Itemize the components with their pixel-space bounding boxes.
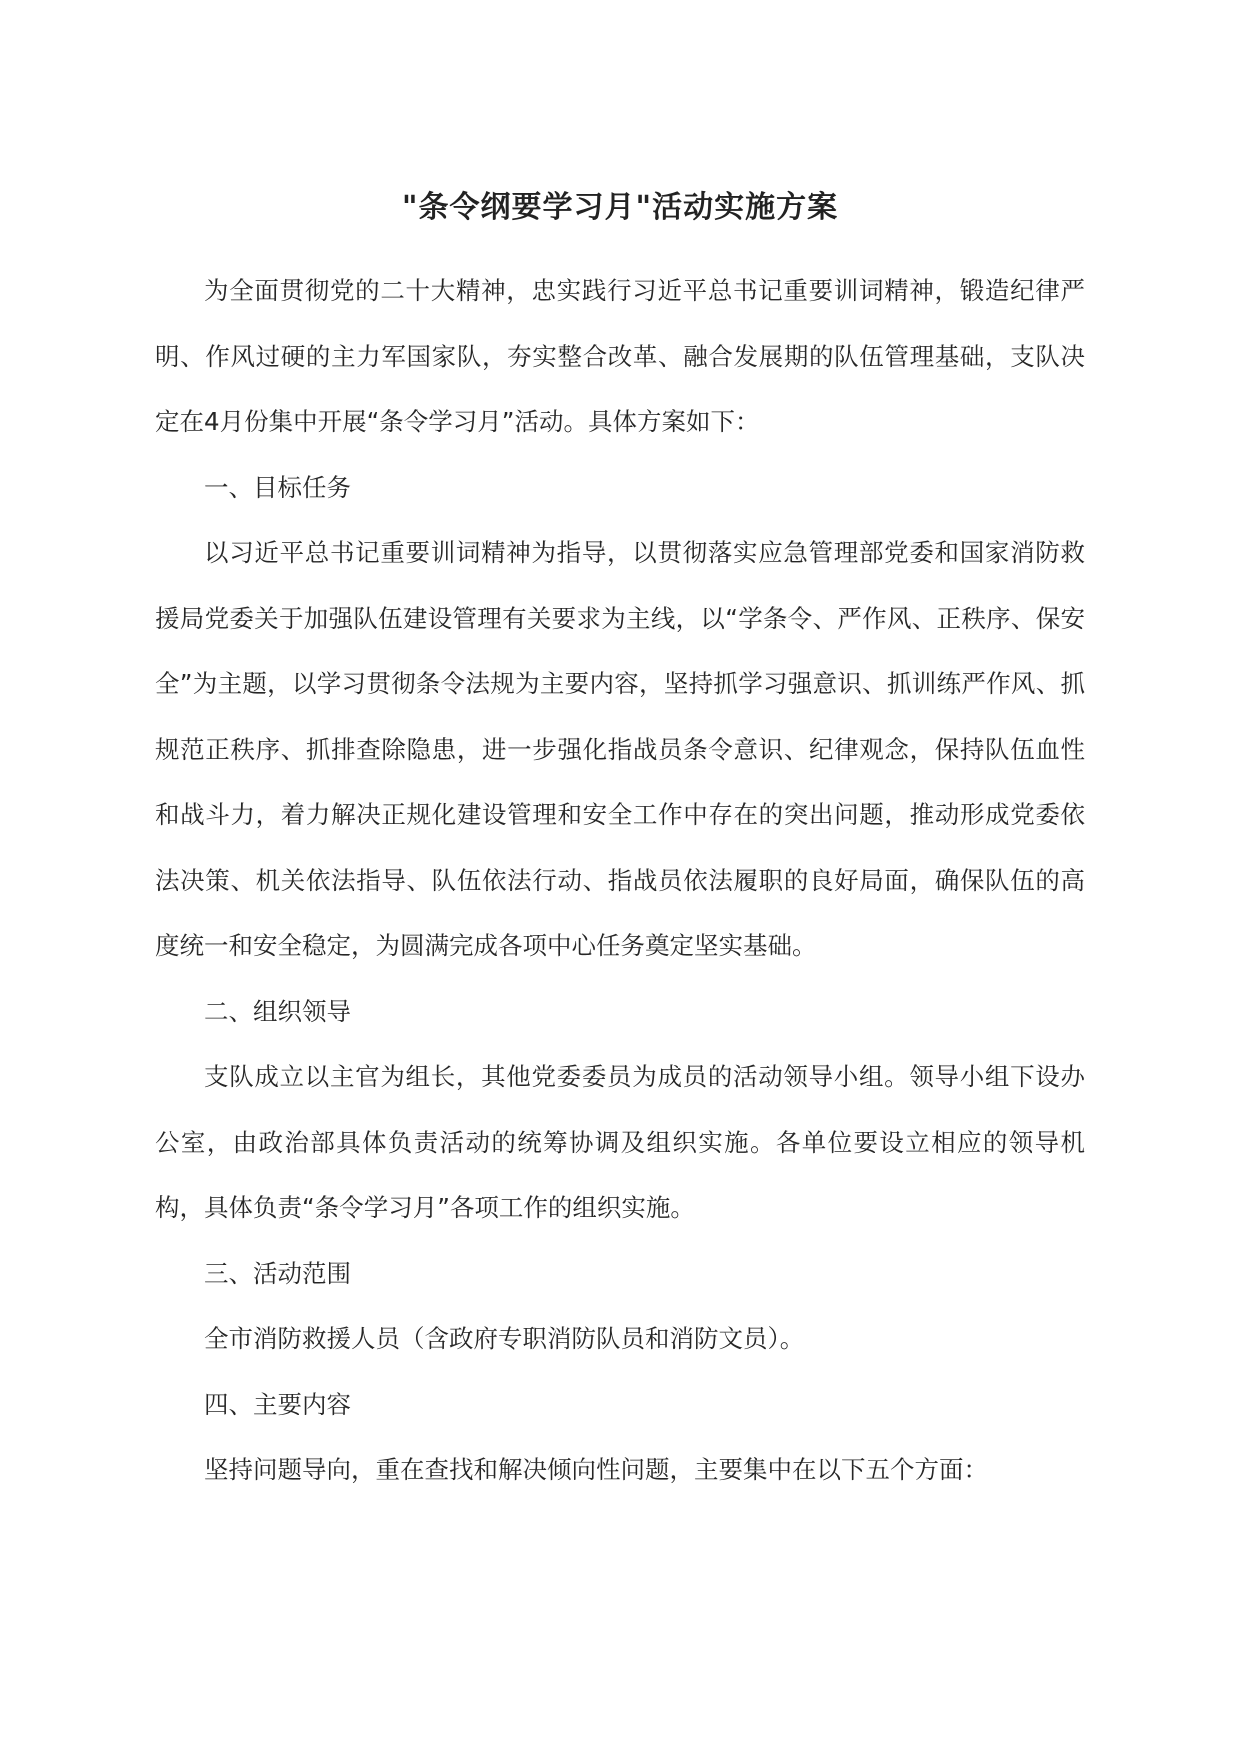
goals-paragraph: 以习近平总书记重要训词精神为指导，以贯彻落实应急管理部党委和国家消防救援局党委关于加强队伍建设管理有关要求为主线，以“学条令、严作风、正秩序、保安全”为主题，以学习贯彻条令法规为主要内容，坚持抓学习强意识、抓训练严作风、抓规范正秩序、抓排查除隐患，进一步强化指战员条令意识、纪律观念，保持队伍血性和战斗力，着力解决正规化建设管理和安全工作中存在的突出问题，推动形成党委依法决策、机关依法指导、队伍依法行动、指战员依法履职的良好局面，确保队伍的高度统一和安全稳定，为圆满完成各项中心任务奠定坚实基础。	[155, 538, 1085, 960]
section-heading-leadership: 二、组织领导	[204, 996, 351, 1026]
document-body	[155, 258, 1085, 1503]
intro-paragraph: 为全面贯彻党的二十大精神，忠实践行习近平总书记重要训词精神，锻造纪律严明、作风过硬的主力军国家队，夯实整合改革、融合发展期的队伍管理基础，支队决定在4月份集中开展“条令学习月”活动。具体方案如下：	[155, 276, 1085, 436]
scope-paragraph: 全市消防救援人员（含政府专职消防队员和消防文员）。	[204, 1324, 805, 1353]
section-heading-scope: 三、活动范围	[204, 1258, 351, 1288]
leadership-paragraph: 支队成立以主官为组长，其他党委委员为成员的活动领导小组。领导小组下设办公室，由政治部具体负责活动的统筹协调及组织实施。各单位要设立相应的领导机构，具体负责“条令学习月”各项工作的组织实施。	[155, 1062, 1085, 1222]
content-paragraph: 坚持问题导向，重在查找和解决倾向性问题，主要集中在以下五个方面：	[204, 1455, 988, 1484]
document-title: "条令纲要学习月"活动实施方案	[401, 190, 839, 225]
section-heading-content: 四、主要内容	[204, 1389, 351, 1419]
section-heading-goals: 一、目标任务	[204, 472, 351, 502]
